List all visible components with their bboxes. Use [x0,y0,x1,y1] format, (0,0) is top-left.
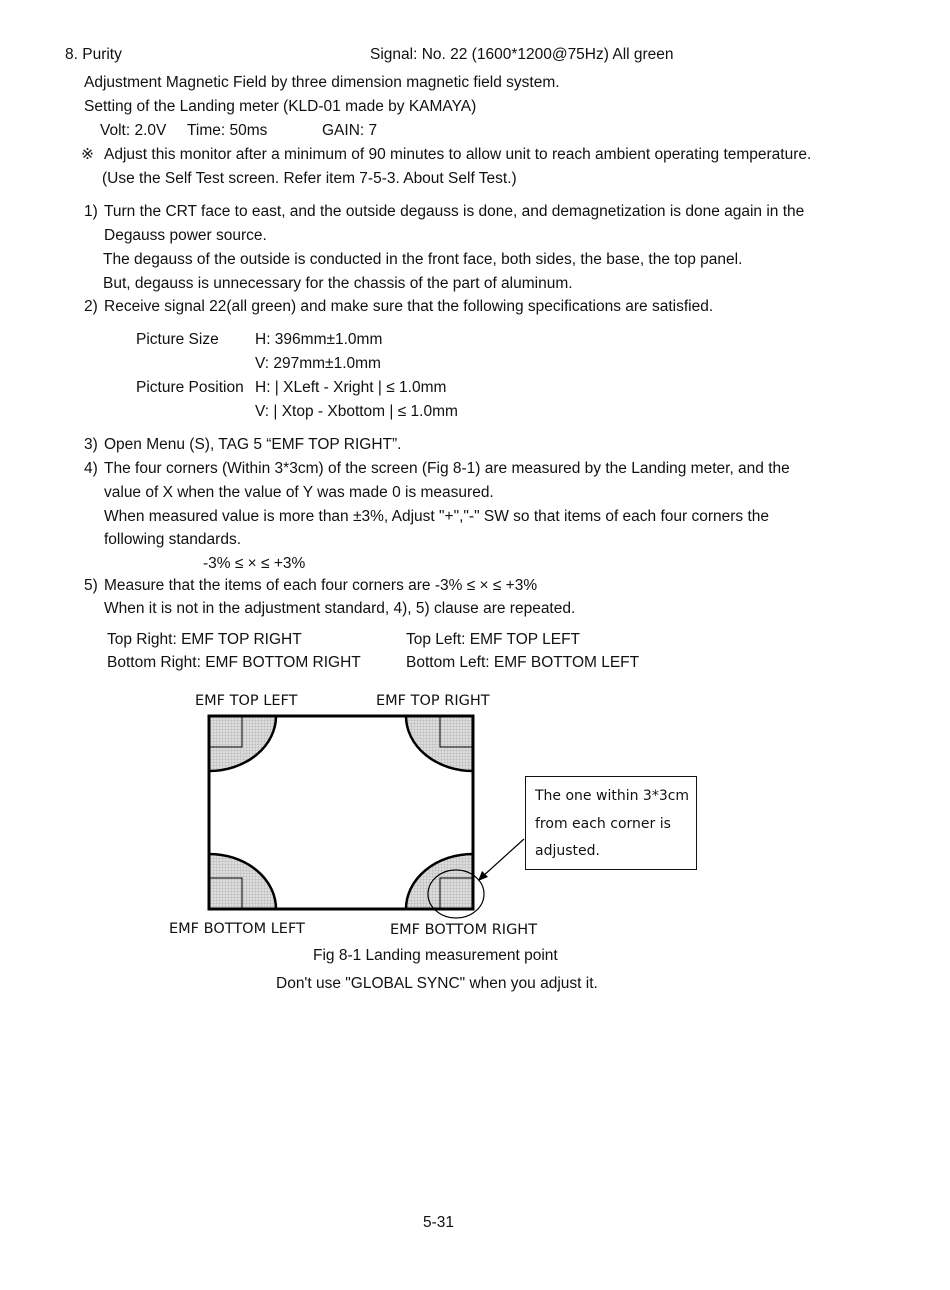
step-4-line-1: The four corners (Within 3*3cm) of the screen (Fig 8-1) are measured by the Landing meter, and the [104,460,790,477]
intro-line-2: Setting of the Landing meter (KLD-01 made by KAMAYA) [84,98,477,115]
picture-size-h: H: 396mm±1.0mm [255,331,383,348]
signal-info: Signal: No. 22 (1600*1200@75Hz) All green [370,46,674,63]
picture-position-v: V: | Xtop - Xbottom | ≤ 1.0mm [255,403,458,420]
step-4-line-2: value of X when the value of Y was made 0 is measured. [104,484,494,501]
figure-label-top-left: EMF TOP LEFT [195,693,298,709]
global-sync-warning: Don't use "GLOBAL SYNC" when you adjust it. [276,975,598,992]
page-number: 5-31 [423,1214,455,1231]
step-4-line-3: When measured value is more than ±3%, Adjust "+","-" SW so that items of each four corners the [104,508,770,525]
step-1-line-4: But, degauss is unnecessary for the chassis of the part of aluminum. [103,275,573,292]
step-4-formula: -3% ≤ × ≤ +3% [203,555,306,572]
volt-setting: Volt: 2.0V [100,122,167,139]
time-setting: Time: 50ms [187,122,268,139]
mapping-top-left: Top Left: EMF TOP LEFT [406,631,581,648]
callout-line-1: The one within 3*3cm [535,788,690,804]
step-2-line-1: Receive signal 22(all green) and make sure that the following specifications are satisfied. [104,298,714,315]
figure-label-top-right: EMF TOP RIGHT [376,693,490,709]
step-5-line-1: Measure that the items of each four corners are -3% ≤ × ≤ +3% [104,577,538,594]
callout-box [525,776,697,870]
step-5-number: 5) [84,577,98,594]
picture-size-v: V: 297mm±1.0mm [255,355,381,372]
figure-label-bottom-right: EMF BOTTOM RIGHT [390,922,538,938]
step-5-line-2: When it is not in the adjustment standard, 4), 5) clause are repeated. [104,600,576,617]
callout-line-3: adjusted. [535,843,600,859]
picture-position-label: Picture Position [136,379,244,396]
section-title: 8. Purity [65,46,122,63]
callout-line-2: from each corner is [535,816,671,832]
note-line-2: (Use the Self Test screen. Refer item 7-5-3. About Self Test.) [102,170,517,187]
step-1-line-1: Turn the CRT face to east, and the outside degauss is done, and demagnetization is done again in the [104,203,805,220]
figure-label-bottom-left: EMF BOTTOM LEFT [169,921,305,937]
step-1-line-2: Degauss power source. [104,227,267,244]
mapping-bottom-right: Bottom Right: EMF BOTTOM RIGHT [107,654,361,671]
step-3-number: 3) [84,436,98,453]
picture-size-label: Picture Size [136,331,219,348]
intro-line-1: Adjustment Magnetic Field by three dimension magnetic field system. [84,74,560,91]
mapping-top-right: Top Right: EMF TOP RIGHT [107,631,302,648]
mapping-bottom-left: Bottom Left: EMF BOTTOM LEFT [406,654,640,671]
step-2-number: 2) [84,298,98,315]
figure-caption: Fig 8-1 Landing measurement point [313,947,558,964]
note-mark: ※ [81,146,94,163]
callout-arrow-line [482,839,524,877]
step-4-line-4: following standards. [104,531,241,548]
step-4-number: 4) [84,460,98,477]
note-line-1: Adjust this monitor after a minimum of 90 minutes to allow unit to reach ambient operating temperature. [104,146,812,163]
picture-position-h: H: | XLeft - Xright | ≤ 1.0mm [255,379,447,396]
step-1-number: 1) [84,203,98,220]
step-3-line-1: Open Menu (S), TAG 5 “EMF TOP RIGHT”. [104,436,402,453]
gain-setting: GAIN: 7 [322,122,378,139]
step-1-line-3: The degauss of the outside is conducted in the front face, both sides, the base, the top panel. [103,251,743,268]
